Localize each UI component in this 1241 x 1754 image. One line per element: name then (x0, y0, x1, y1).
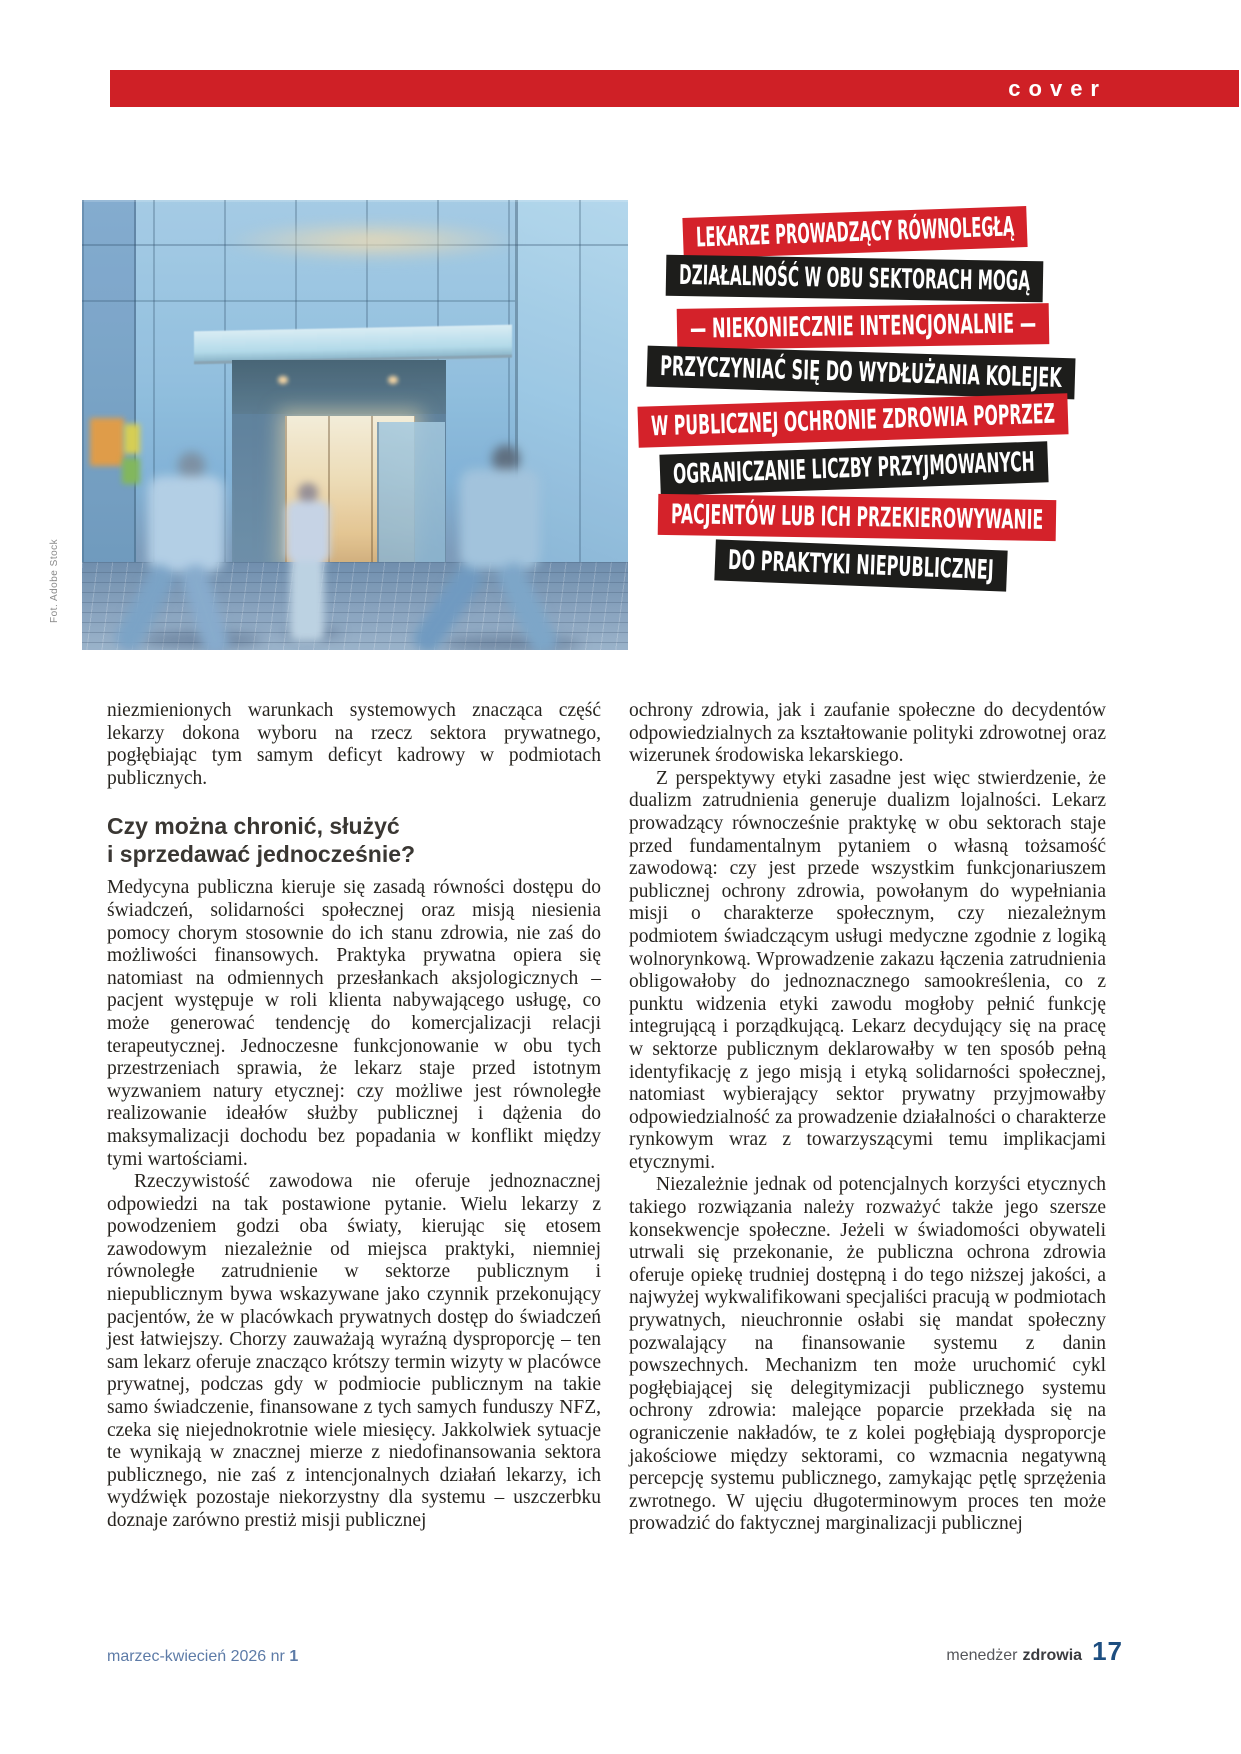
headline-banner-3: — NIEKONIECZNIE INTENCJONALNIE — (677, 303, 1050, 350)
paragraph: niezmienionych warunkach systemowych znacząca część lekarzy dokona wyboru na rzecz sektora prywatnego, pogłębiając tym samym deficyt kadrowy w podmiotach publicznych. (107, 700, 601, 789)
headline-banner-5: W PUBLICZNEJ OCHRONIE ZDROWIA POPRZEZ (637, 393, 1068, 447)
page-number: 17 (1092, 1636, 1123, 1666)
brand-name-bold: zdrowia (1022, 1647, 1083, 1664)
headline-banner-4: PRZYCZYNIAĆ SIĘ DO WYDŁUŻANIA KOLEJEK (646, 346, 1075, 400)
hero-photo (82, 200, 628, 650)
headline-banner-7: PACJENTÓW LUB ICH PRZEKIEROWYWANIE (658, 494, 1057, 541)
headline-banner-8: DO PRAKTYKI NIEPUBLICZNEJ (714, 539, 1007, 591)
cover-section-label: cover (1008, 75, 1107, 101)
footer-issue: marzec-kwiecień 2026 nr 1 (107, 1648, 299, 1665)
footer-issue-number: 1 (289, 1648, 299, 1665)
section-heading: Czy można chronić, służyć i sprzedawać jednocześnie? (107, 813, 416, 868)
paragraph: Medycyna publiczna kieruje się zasadą równości dostępu do świadczeń, solidarności społecznej oraz misją niesienia pomocy chorym stosownie do ich stanu zdrowia, nie zaś do możliwości finansowych. Praktyka prywatna opiera się natomiast na odmiennych przesłankach aksjologicznych – pacjent występuje w roli klienta nabywającego usługę, co może generować tendencję do komercjalizacji relacji terapeutycznej. Jednoczesne funkcjonowanie w obu tych przestrzeniach sprawia, że lekarz staje przed istotnym wyzwaniem natury etycznej: czy możliwe jest równoległe realizowanie ideałów służby publicznej i dążenia do maksymalizacji dochodu bez popadania w konflikt między tymi wartościami. (107, 877, 601, 1170)
article-column-right (629, 700, 1106, 1536)
photo-credit: Fot. Adobe Stock (49, 538, 60, 623)
article-column-left (107, 700, 601, 1533)
headline-banner-2: DZIAŁALNOŚĆ W OBU SEKTORACH MOGĄ (666, 255, 1044, 303)
paragraph: Niezależnie jednak od potencjalnych korzyści etycznych takiego rozwiązania należy rozważyć także jego szersze konsekwencje społeczne. Jeżeli w świadomości obywateli utrwali się przekonanie, że publiczna ochrona zdrowia oferuje opiekę trudniej dostępną i do tego niższej jakości, a najwyżej wykwalifikowani specjaliści pracują w podmiotach prywatnych, nieuchronnie osłabi się mandat społeczny pozwalający na finansowanie systemu z danin powszechnych. Mechanizm ten może uruchomić cykl pogłębiającej się delegitymizacji publicznego systemu ochrony zdrowia: malejące poparcie przekłada się na ograniczenie nakładów, te z kolei pogłębiają dysproporcje jakościowe między sektorami, co wzmacnia negatywną percepcję systemu publicznego, zamykając pętlę sprzężenia zwrotnego. W ujęciu długoterminowym proces ten może prowadzić do faktycznej marginalizacji publicznej (629, 1174, 1106, 1535)
paragraph: Z perspektywy etyki zasadne jest więc stwierdzenie, że dualizm zatrudnienia generuje dualizm lojalności. Lekarz prowadzący równocześnie praktykę w obu sektorach staje przed fundamentalnym pytaniem o własną tożsamość zawodową: czy jest przede wszystkim funkcjonariuszem publicznej ochrony zdrowia, powołanym do wypełniania misji o charakterze społecznym, czy niezależnym podmiotem świadczącym usługi medyczne zgodnie z logiką wolnorynkową. Wprowadzenie zakazu łączenia zatrudnienia obligowałoby do jednoznacznego samookreślenia, co z punktu widzenia etyki zawodu mogłoby pełnić funkcję integrującą i porządkującą. Lekarz decydujący się na pracę w sektorze publicznym deklarowałby w ten sposób pełną identyfikację z jego misją i etyką solidarności społecznej, natomiast wybierający sektor prywatny przyjmowałby odpowiedzialność za prowadzenie działalności o charakterze rynkowym wraz z towarzyszącymi temu implikacjami etycznymi. (629, 767, 1106, 1173)
footer-brand (629, 1636, 1123, 1667)
headline-banner-6: OGRANICZANIE LICZBY PRZYJMOWANYCH (659, 441, 1048, 496)
brand-name-regular: menedżer (946, 1647, 1018, 1664)
paragraph: ochrony zdrowia, jak i zaufanie społeczne do decydentów odpowiedzialnych za kształtowanie polityki zdrowotnej oraz wizerunek środowiska lekarskiego. (629, 700, 1106, 767)
headline-banner-1: LEKARZE PROWADZĄCY RÓWNOLEGŁĄ (682, 206, 1027, 259)
cover-section-bar (110, 70, 1239, 107)
paragraph: Rzeczywistość zawodowa nie oferuje jednoznacznej odpowiedzi na tak postawione pytanie. Wielu lekarzy z powodzeniem godzi oba światy, kierując się etosem zawodowym niezależnie od miejsca praktyki, niemniej równoległe zatrudnienie w sektorze publicznym i niepublicznym bywa wskazywane jako czynnik przekonujący pacjentów, że w placówkach prywatnych dostęp do świadczeń jest łatwiejszy. Chorzy zauważają wyraźną dysproporcję – ten sam lekarz oferuje znacząco krótszy termin wizyty w placówce prywatnej, podczas gdy w podmiocie publicznym na takie samo świadczenie, finansowane z tych samych funduszy NFZ, czeka się niejednokrotnie wiele miesięcy. Jakkolwiek sytuacje te wynikają w znacznej mierze z niedofinansowania sektora publicznego, nie zaś z intencjonalnych działań lekarzy, ich wydźwięk pozostaje niekorzystny dla systemu – uszczerbku doznaje zarówno prestiż misji publicznej (107, 1171, 601, 1531)
